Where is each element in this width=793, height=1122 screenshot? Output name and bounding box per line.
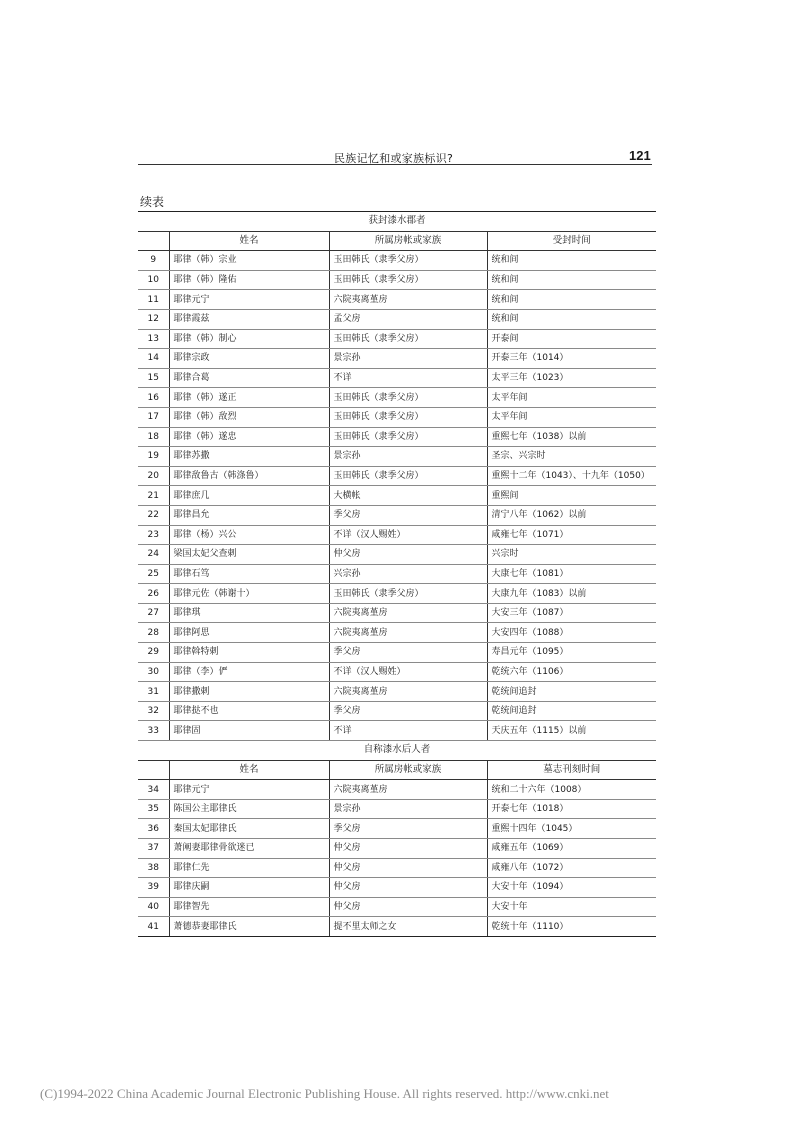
row-number: 11 [138,290,169,310]
family-branch: 玉田韩氏（隶季父房） [329,407,487,427]
table-row [138,623,656,643]
date-text: 开泰间 [487,329,656,349]
family-branch: 玉田韩氏（隶季父房） [329,251,487,271]
table-row [138,447,656,467]
table-row [138,427,656,447]
row-number: 16 [138,388,169,408]
family-branch: 六院夷离堇房 [329,290,487,310]
person-name: 耶律斡特剌 [169,643,329,663]
person-name: 耶律元宁 [169,780,329,800]
family-branch: 玉田韩氏（隶季父房） [329,466,487,486]
column-header: 姓名 [169,760,329,780]
family-branch: 季父房 [329,819,487,839]
date-text: 太平年间 [487,388,656,408]
person-name: 耶律元宁 [169,290,329,310]
person-name: 耶律（韩）遂忠 [169,427,329,447]
row-number: 12 [138,309,169,329]
person-name: 耶律挞不也 [169,701,329,721]
date-text: 太平三年（1023） [487,368,656,388]
date-text: 重熙十四年（1045） [487,819,656,839]
copyright-footer: (C)1994-2022 China Academic Journal Electronic Publishing House. All rights reserved. http://www.cnki.net [40,1086,609,1101]
family-branch: 玉田韩氏（隶季父房） [329,584,487,604]
row-number: 36 [138,819,169,839]
table-row [138,721,656,741]
family-branch: 景宗孙 [329,349,487,369]
table-row [138,505,656,525]
family-branch: 不详（汉人赐姓） [329,662,487,682]
row-number: 35 [138,799,169,819]
section-title-row [138,212,656,232]
date-text: 兴宗时 [487,545,656,565]
person-name: 耶律敌鲁古（韩涤鲁） [169,466,329,486]
person-name: 耶律霞兹 [169,309,329,329]
table-row [138,290,656,310]
row-number: 25 [138,564,169,584]
date-text: 乾统六年（1106） [487,662,656,682]
table-row [138,839,656,859]
table-row [138,878,656,898]
table-row [138,643,656,663]
table-row [138,251,656,271]
person-name: 耶律元佐（韩谢十） [169,584,329,604]
row-number: 30 [138,662,169,682]
family-branch: 六院夷离堇房 [329,623,487,643]
family-branch: 玉田韩氏（隶季父房） [329,427,487,447]
table-row [138,584,656,604]
family-branch: 景宗孙 [329,799,487,819]
table-row [138,564,656,584]
row-number: 28 [138,623,169,643]
table-row [138,329,656,349]
column-header: 所属房帐或家族 [329,231,487,251]
date-text: 开泰七年（1018） [487,799,656,819]
row-number: 24 [138,545,169,565]
column-header: 墓志刊刻时间 [487,760,656,780]
person-name: 耶律（韩）敌烈 [169,407,329,427]
date-text: 重熙七年（1038）以前 [487,427,656,447]
person-name: 陈国公主耶律氏 [169,799,329,819]
date-text: 寿昌元年（1095） [487,643,656,663]
family-branch: 仲父房 [329,878,487,898]
family-branch: 玉田韩氏（隶季父房） [329,270,487,290]
family-branch: 玉田韩氏（隶季父房） [329,388,487,408]
row-number: 22 [138,505,169,525]
row-number: 27 [138,603,169,623]
person-name: 耶律宗政 [169,349,329,369]
person-name: 秦国太妃耶律氏 [169,819,329,839]
date-text: 乾统十年（1110） [487,917,656,937]
column-header-row [138,760,656,780]
person-name: 耶律合葛 [169,368,329,388]
table-row [138,917,656,937]
row-number: 38 [138,858,169,878]
family-branch: 季父房 [329,643,487,663]
date-text: 统和间 [487,309,656,329]
person-name: 耶律仁先 [169,858,329,878]
person-name: 耶律庶几 [169,486,329,506]
table-row [138,388,656,408]
column-header: 受封时间 [487,231,656,251]
section-title-row [138,741,656,761]
person-name: 耶律（韩）隆佑 [169,270,329,290]
family-branch: 六院夷离堇房 [329,682,487,702]
date-text: 大安十年（1094） [487,878,656,898]
row-number: 37 [138,839,169,859]
date-text: 圣宗、兴宗时 [487,447,656,467]
row-number: 10 [138,270,169,290]
person-name: 耶律（李）俨 [169,662,329,682]
date-text: 开泰三年（1014） [487,349,656,369]
date-text: 重熙十二年（1043）、十九年（1050） [487,466,656,486]
family-branch: 大横帐 [329,486,487,506]
person-name: 耶律（韩）宗业 [169,251,329,271]
table-row [138,662,656,682]
date-text: 咸雍七年（1071） [487,525,656,545]
date-text: 天庆五年（1115）以前 [487,721,656,741]
date-text: 大康九年（1083）以前 [487,584,656,604]
header-cell-index [138,760,169,780]
person-name: 耶律（韩）遂正 [169,388,329,408]
row-number: 13 [138,329,169,349]
person-name: 耶律苏撒 [169,447,329,467]
table-row [138,799,656,819]
table-row [138,780,656,800]
row-number: 18 [138,427,169,447]
person-name: 梁国太妃父查剌 [169,545,329,565]
section-title: 自称漆水后人者 [138,741,656,761]
person-name: 耶律撒剌 [169,682,329,702]
table-row [138,309,656,329]
row-number: 39 [138,878,169,898]
date-text: 咸雍八年（1072） [487,858,656,878]
table-row [138,819,656,839]
column-header: 所属房帐或家族 [329,760,487,780]
page-number: 121 [629,148,651,163]
row-number: 23 [138,525,169,545]
row-number: 31 [138,682,169,702]
row-number: 32 [138,701,169,721]
table-row [138,407,656,427]
row-number: 9 [138,251,169,271]
row-number: 34 [138,780,169,800]
family-branch: 不详 [329,368,487,388]
family-branch: 孟父房 [329,309,487,329]
family-branch: 不详（汉人赐姓） [329,525,487,545]
table-row [138,858,656,878]
person-name: 耶律固 [169,721,329,741]
date-text: 大安三年（1087） [487,603,656,623]
table-row [138,603,656,623]
table-row [138,897,656,917]
family-branch: 提不里太师之女 [329,917,487,937]
person-name: 耶律智先 [169,897,329,917]
person-name: 耶律琪 [169,603,329,623]
person-name: 耶律昌允 [169,505,329,525]
person-name: 耶律（杨）兴公 [169,525,329,545]
table-row [138,368,656,388]
date-text: 统和二十六年（1008） [487,780,656,800]
date-text: 大康七年（1081） [487,564,656,584]
date-text: 统和间 [487,251,656,271]
person-name: 耶律（韩）制心 [169,329,329,349]
table-row [138,545,656,565]
date-text: 乾统间追封 [487,682,656,702]
date-text: 清宁八年（1062）以前 [487,505,656,525]
date-text: 乾统间追封 [487,701,656,721]
column-header: 姓名 [169,231,329,251]
table-caption: 续表 [140,195,165,209]
data-table [138,211,656,937]
family-branch: 仲父房 [329,839,487,859]
date-text: 大安十年 [487,897,656,917]
table-row [138,701,656,721]
person-name: 萧德恭妻耶律氏 [169,917,329,937]
person-name: 耶律阿思 [169,623,329,643]
family-branch: 玉田韩氏（隶季父房） [329,329,487,349]
row-number: 40 [138,897,169,917]
column-header-row [138,231,656,251]
table-row [138,682,656,702]
date-text: 咸雍五年（1069） [487,839,656,859]
date-text: 大安四年（1088） [487,623,656,643]
family-branch: 六院夷离堇房 [329,603,487,623]
date-text: 统和间 [487,290,656,310]
family-branch: 六院夷离堇房 [329,780,487,800]
table-row [138,486,656,506]
row-number: 21 [138,486,169,506]
person-name: 耶律石笃 [169,564,329,584]
row-number: 41 [138,917,169,937]
person-name: 耶律庆嗣 [169,878,329,898]
family-branch: 季父房 [329,505,487,525]
person-name: 萧阐妻耶律骨欲迷已 [169,839,329,859]
family-branch: 季父房 [329,701,487,721]
table-row [138,349,656,369]
table-row [138,270,656,290]
row-number: 14 [138,349,169,369]
row-number: 19 [138,447,169,467]
family-branch: 仲父房 [329,897,487,917]
family-branch: 仲父房 [329,858,487,878]
table-row [138,525,656,545]
family-branch: 不详 [329,721,487,741]
table-row [138,466,656,486]
table-body [138,212,656,937]
date-text: 统和间 [487,270,656,290]
section-title: 获封漆水郡者 [138,212,656,232]
running-title: 民族记忆和或家族标识? [334,152,454,165]
header-cell-index [138,231,169,251]
row-number: 29 [138,643,169,663]
family-branch: 景宗孙 [329,447,487,467]
date-text: 太平年间 [487,407,656,427]
row-number: 33 [138,721,169,741]
row-number: 20 [138,466,169,486]
date-text: 重熙间 [487,486,656,506]
family-branch: 兴宗孙 [329,564,487,584]
family-branch: 仲父房 [329,545,487,565]
row-number: 15 [138,368,169,388]
row-number: 17 [138,407,169,427]
row-number: 26 [138,584,169,604]
